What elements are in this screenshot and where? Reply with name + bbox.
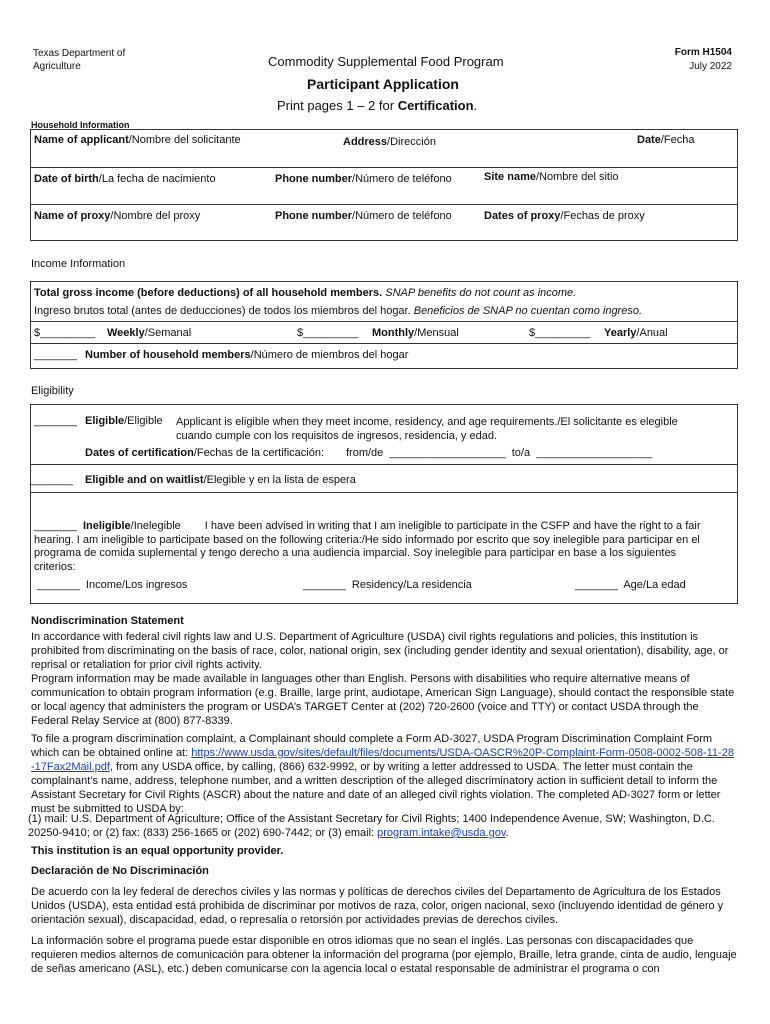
eligible-label: Eligible/Eligible bbox=[85, 415, 163, 427]
applicant-name-field[interactable]: Name of applicant/Nombre del solicitante bbox=[34, 134, 241, 146]
criteria-income[interactable]: _______ Income/Los ingresos bbox=[37, 579, 188, 591]
program-intake-email-link[interactable]: program.intake@usda.gov bbox=[377, 827, 506, 839]
page-title: Participant Application bbox=[307, 76, 459, 92]
nondiscrimination-p4: (1) mail: U.S. Department of Agriculture; Office of the Assistant Secretary for Civil Rights; 1400 Independence Avenue, SW; Washington, D.C. 20250-9410; or (2) fax: (833) 256-1665 or (202) 690-7442; or (3) email: program.intake@usda.gov. bbox=[28, 813, 715, 839]
complaint-form-link[interactable]: https://www.usda.gov/sites/default/files/documents/USDA-OASCR%20P-Complaint-Form-0508-0002-508-11-28-17Fax2Mail.pdf bbox=[31, 747, 734, 773]
es-nondiscrimination-p2: La información sobre el programa puede estar disponible en otros idiomas que no sean el inglés. Las personas con discapacidades que requieren medios alternos de comunicación para obtener la información del programa (por ejemplo, Braille, letra grande, cinta de audio, lenguaje de señas americano (ASL), etc.) deben comunicarse con la agencia local o estatal responsable de administrar el programa o con bbox=[31, 935, 737, 975]
form-id: Form H1504 bbox=[674, 47, 732, 58]
es-nondiscrimination-heading: Declaración de No Discriminación bbox=[31, 865, 209, 877]
es-nondiscrimination-p1: De acuerdo con la ley federal de derechos civiles y las normas y políticas de derechos civiles del Departamento de Agricultura de los Estados Unidos (USDA), esta entidad está prohibida de discriminar por motivos de raza, color, origen nacional, sexo (incluyendo identidad de género y orientación sexual), discapacidad, edad, o represalia o retorsión por actividades previas de derechos civiles. bbox=[31, 886, 724, 926]
agency-line-2: Agriculture bbox=[33, 61, 81, 72]
address-field[interactable]: Address/Dirección bbox=[343, 136, 436, 148]
eligible-checkline[interactable]: _______ bbox=[34, 415, 77, 427]
agency-name bbox=[33, 47, 125, 73]
date-of-birth-field[interactable]: Date of birth/La fecha de nacimiento bbox=[34, 173, 216, 185]
proxy-name-field[interactable]: Name of proxy/Nombre del proxy bbox=[34, 210, 201, 222]
agency-line-1: Texas Department of bbox=[33, 48, 126, 59]
waitlist-label: Eligible and on waitlist/Elegible y en la lista de espera bbox=[85, 474, 356, 486]
weekly-income-input[interactable]: $_________ bbox=[34, 327, 96, 339]
proxy-dates-field[interactable]: Dates of proxy/Fechas de proxy bbox=[484, 210, 645, 222]
nondiscrimination-p3: To file a program discrimination complaint, a Complainant should complete a Form AD-3027, USDA Program Discrimination Complaint Form which can be obtained online at: https://www.usda.gov/sites/default/files/documents/USDA-OASCR%20P-Complaint-Form-0508-0002-508-11-28-17Fax2Mail.pdf, from any USDA office, by calling, (866) 632-9992, or by writing a letter addressed to USDA. The letter must contain the complainant’s name, address, telephone number, and a written description of the alleged discriminatory action in sufficient detail to inform the Assistant Secretary for Civil Rights (ASCR) about the nature and date of an alleged civil rights violation. The completed AD-3027 form or letter must be submitted to USDA by: bbox=[31, 733, 734, 815]
equal-opportunity-statement: This institution is an equal opportunity provider. bbox=[31, 845, 284, 857]
proxy-phone-field[interactable]: Phone number/Número de teléfono bbox=[275, 210, 452, 222]
household-section-label: Household Information bbox=[31, 120, 130, 130]
nondiscrimination-heading: Nondiscrimination Statement bbox=[31, 615, 184, 627]
criteria-age[interactable]: _______ Age/La edad bbox=[575, 579, 686, 591]
yearly-label: Yearly/Anual bbox=[604, 327, 668, 339]
income-section-label: Income Information bbox=[31, 258, 126, 270]
yearly-income-input[interactable]: $_________ bbox=[529, 327, 591, 339]
waitlist-checkline[interactable]: _______ bbox=[30, 474, 73, 486]
nondiscrimination-p2: Program information may be made available in languages other than English. Persons with disabilities who require alternative means of communication to obtain program information (e.g. Braille, large print, audiotape, American Sign Language), should contact the responsible state or local agency that administers the program or USDA’s TARGET Center at (202) 720-2600 (voice and TTY) or contact USDA through the Federal Relay Service at (800) 877-8339. bbox=[31, 673, 735, 727]
weekly-label: Weekly/Semanal bbox=[107, 327, 192, 339]
date-field[interactable]: Date/Fecha bbox=[637, 134, 695, 146]
eligible-description: Applicant is eligible when they meet income, residency, and age requirements./El solicitante es elegible cuando cumple con los requisitos de ingresos, residencia, y edad. bbox=[176, 416, 678, 442]
print-instruction: Print pages 1 – 2 for Certification. bbox=[277, 98, 478, 113]
certification-dates-label: Dates of certification/Fechas de la certificación: bbox=[85, 447, 325, 459]
criteria-residency[interactable]: _______ Residency/La residencia bbox=[303, 579, 472, 591]
gross-income-label-es: Ingreso brutos total (antes de deducciones) de todos los miembros del hogar. Beneficios de SNAP no cuentan como ingreso. bbox=[34, 305, 643, 317]
eligibility-section-label: Eligibility bbox=[31, 385, 74, 397]
phone-number-field[interactable]: Phone number/Número de teléfono bbox=[275, 173, 452, 185]
household-members-label: Number of household members/Número de miembros del hogar bbox=[85, 349, 409, 361]
monthly-income-input[interactable]: $_________ bbox=[297, 327, 359, 339]
ineligible-block: _______ Ineligible/Inelegible I have been advised in writing that I am ineligible to participate in the CSFP and have the right to a fair hearing. I am ineligible to participate based on the following criteria:/He sido informado por escrito que soy inelegible para participar en el programa de comida suplemental y tengo derecho a una audiencia imparcial. Soy inelegible para participar en base a los siguientes criterios: bbox=[34, 520, 701, 573]
site-name-field[interactable]: Site name/Nombre del sitio bbox=[484, 171, 619, 183]
nondiscrimination-p1: In accordance with federal civil rights law and U.S. Department of Agriculture (USDA) civil rights regulations and policies, this institution is prohibited from discriminating on the basis of race, color, national origin, sex (including gender identity and sexual orientation), disability, age, or reprisal or retaliation for prior civil rights activity. bbox=[31, 631, 729, 671]
ineligible-checkline[interactable]: _______ bbox=[34, 520, 77, 532]
household-members-input[interactable]: _______ bbox=[34, 349, 77, 361]
program-name: Commodity Supplemental Food Program bbox=[268, 54, 504, 69]
certification-dates-input[interactable]: from/de ___________________ to/a ___________________ bbox=[346, 447, 653, 459]
monthly-label: Monthly/Mensual bbox=[372, 327, 459, 339]
form-date: July 2022 bbox=[689, 61, 732, 72]
gross-income-label: Total gross income (before deductions) of all household members. SNAP benefits do not count as income. bbox=[34, 287, 577, 299]
